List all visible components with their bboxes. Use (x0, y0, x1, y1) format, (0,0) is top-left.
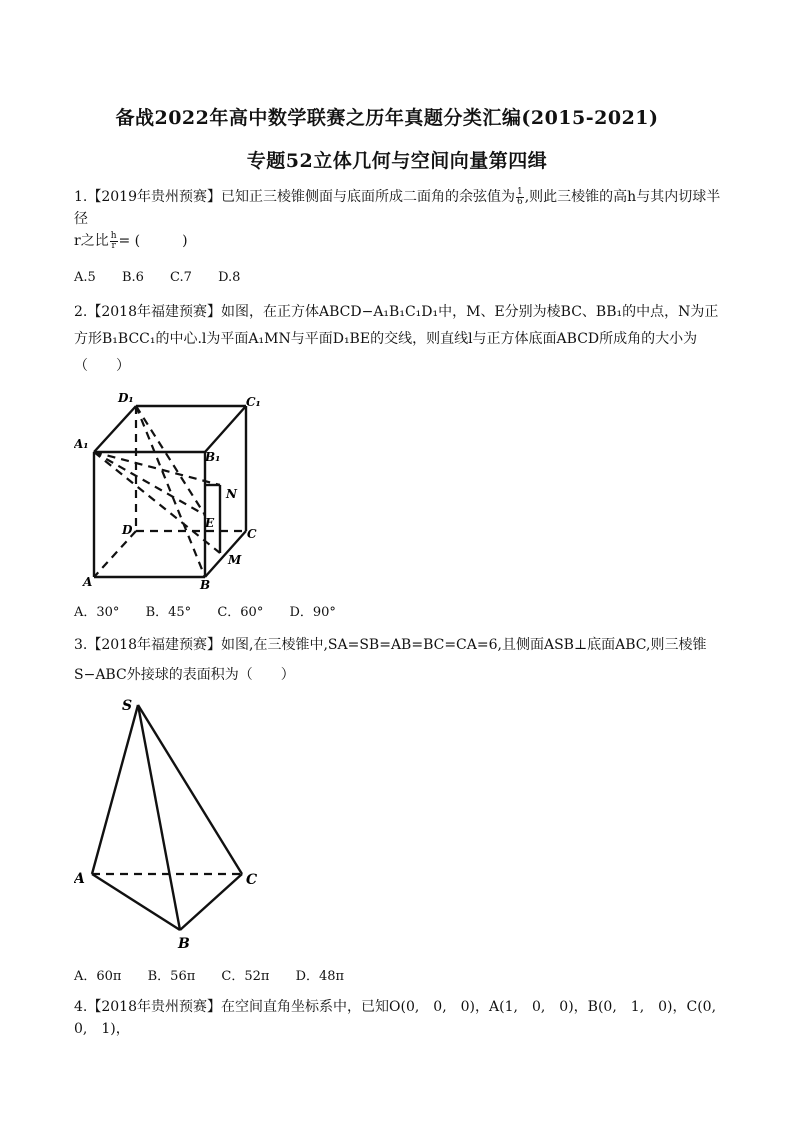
q1-source: 【2019年贵州预赛】 (87, 189, 221, 205)
q1-text-c: r之比 (74, 233, 109, 249)
page-title: 备战2022年高中数学联赛之历年真题分类汇编(2015-2021) (115, 107, 659, 129)
q2-text: 如图，在正方体ABCD−A₁B₁C₁D₁中，M、E分别为棱BC、BB₁的中点，N为正方形B₁BCC₁的中心.l为平面A₁MN与平面D₁BE的交线，则直线l与正方体底面ABCD所成角的大小为（ ） (74, 304, 719, 374)
q1-option-d: D.8 (218, 270, 241, 285)
q2-options (74, 601, 358, 620)
q2-option-a: A．30° (74, 605, 120, 620)
label-d1: D₁ (118, 391, 134, 405)
q1-option-c: C.7 (170, 270, 192, 285)
label-c: C (247, 527, 257, 541)
q3-source: 【2018年福建预赛】 (87, 637, 221, 653)
label-c1: C₁ (246, 395, 261, 409)
page-subtitle: 专题52立体几何与空间向量第四缉 (246, 150, 548, 172)
q1-ratio: $\frac{h}{r}$ (110, 230, 117, 251)
q1-text-d: = ( ) (118, 233, 188, 249)
cube-figure (74, 388, 274, 593)
q3-option-a: A．60π (74, 969, 122, 984)
pyramid-figure (74, 690, 274, 955)
question-4 (74, 996, 734, 1040)
q1-text-a: 已知正三棱锥侧面与底面所成二面角的余弦值为 (221, 189, 515, 205)
q3-option-d: D．48π (295, 969, 345, 984)
question-3 (74, 630, 724, 690)
q1-fraction: $\frac{1}{6}$ (517, 186, 523, 207)
q2-source: 【2018年福建预赛】 (87, 304, 221, 320)
q1-number: 1. (74, 189, 88, 205)
label-a: A (74, 871, 85, 887)
label-a: A (83, 575, 93, 589)
q2-option-d: D．90° (289, 605, 336, 620)
q3-number: 3. (74, 637, 88, 653)
q3-option-c: C．52π (221, 969, 270, 984)
q2-option-c: C．60° (217, 605, 264, 620)
q2-option-b: B．45° (145, 605, 192, 620)
q1-text-b: ,则此三棱锥的高h与其内切球半径 (74, 189, 721, 227)
question-2 (74, 299, 724, 380)
label-s: S (122, 698, 133, 714)
q1-option-a: A.5 (74, 270, 96, 285)
q2-number: 2. (74, 304, 88, 320)
label-b: B (178, 936, 190, 952)
label-c: C (246, 872, 258, 888)
q3-options (74, 965, 366, 984)
q4-text: 在空间直角坐标系中，已知O(0, 0, 0)，A(1, 0, 0)，B(0, 1, 0)，C(0, 0, 1)， (74, 999, 731, 1037)
q3-text: 如图,在三棱锥中,SA=SB=AB=BC=CA=6,且侧面ASB⊥底面ABC,则三棱锥S−ABC外接球的表面积为（ ） (74, 637, 707, 683)
label-m: M (228, 553, 242, 567)
q1-options (74, 270, 262, 285)
q1-option-b: B.6 (121, 270, 144, 285)
label-b: B (200, 578, 211, 592)
question-1 (74, 186, 724, 230)
label-a1: A₁ (74, 437, 89, 451)
label-d: D (122, 523, 133, 537)
question-1-line2 (74, 230, 724, 252)
q4-source: 【2018年贵州预赛】 (87, 999, 221, 1015)
q3-option-b: B．56π (147, 969, 196, 984)
label-b1: B₁ (205, 450, 221, 464)
q4-number: 4. (74, 999, 88, 1015)
label-n: N (226, 487, 237, 501)
label-e: E (205, 516, 215, 530)
